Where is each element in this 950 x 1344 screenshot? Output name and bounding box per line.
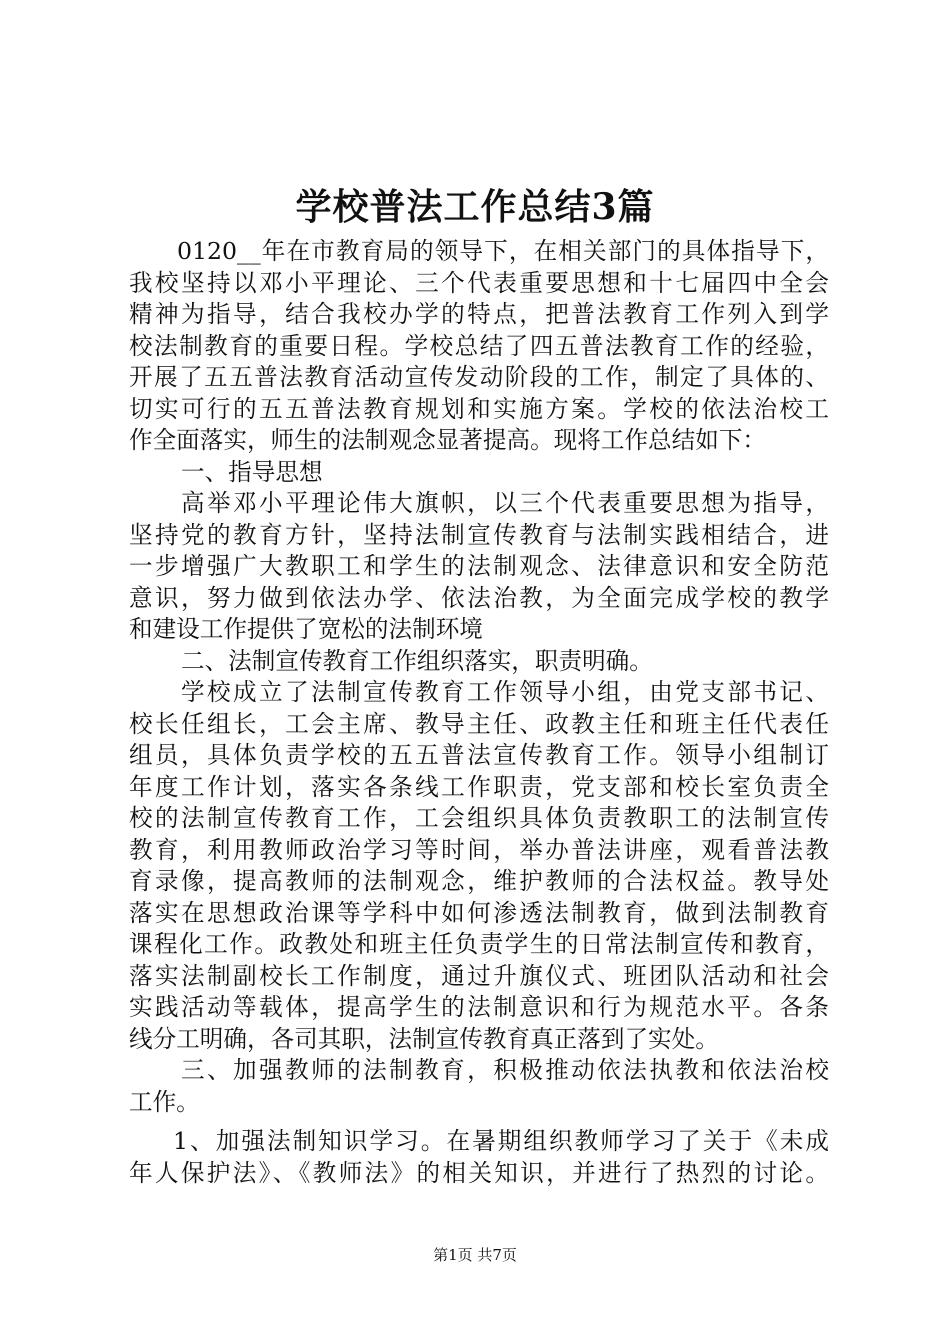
text-line: 精神为指导，结合我校办学的特点，把普法教育工作列入到学 <box>129 300 829 328</box>
text-line: 我校坚持以邓小平理论、三个代表重要思想和十七届四中全会 <box>129 268 829 297</box>
text-line: 年人保护法》、《教师法》的相关知识，并进行了热烈的讨论。 <box>129 1158 829 1187</box>
text-line: 校法制教育的重要日程。学校总结了四五普法教育工作的经验， <box>129 331 829 360</box>
text-line: 一步增强广大教职工和学生的法制观念、法律意识和安全防范 <box>129 552 829 580</box>
text-line: 坚持党的教育方针，坚持法制宣传教育与法制实践相结合，进 <box>129 520 829 549</box>
text-line: 校的法制宣传教育工作，工会组织具体负责教职工的法制宣传 <box>129 804 829 832</box>
section-heading: 一、指导思想 <box>181 457 323 486</box>
text-line: 和建设工作提供了宽松的法制环境 <box>129 615 483 643</box>
text-line: 切实可行的五五普法教育规划和实施方案。学校的依法治校工 <box>129 394 829 423</box>
text-line: 育录像，提高教师的法制观念，维护教师的合法权益。教导处 <box>129 867 829 895</box>
text-line: 意识，努力做到依法办学、依法治教，为全面完成学校的教学 <box>129 583 829 612</box>
text-line: 年度工作计划，落实各条线工作职责，党支部和校长室负责全 <box>129 772 829 801</box>
page-number: 第1页 共7页 <box>433 1246 517 1264</box>
text-line: 课程化工作。政教处和班主任负责学生的日常法制宣传和教育， <box>129 930 829 958</box>
text-line: 开展了五五普法教育活动宣传发动阶段的工作，制定了具体的、 <box>129 363 829 391</box>
document-body <box>129 236 829 1189</box>
text-line: 落实在思想政治课等学科中如何渗透法制教育，做到法制教育 <box>129 898 829 927</box>
text-line: 校长任组长，工会主席、教导主任、政教主任和班主任代表任 <box>129 709 829 738</box>
text-line: 落实法制副校长工作制度，通过升旗仪式、班团队活动和社会 <box>129 961 829 990</box>
text-line: 作全面落实，师生的法制观念显著提高。现将工作总结如下： <box>129 426 767 454</box>
text-line: 0120__年在市教育局的领导下，在相关部门的具体指导下， <box>177 237 829 265</box>
text-line: 学校成立了法制宣传教育工作领导小组，由党支部书记、 <box>181 678 829 706</box>
text-line: 高举邓小平理论伟大旗帜，以三个代表重要思想为指导， <box>181 489 829 517</box>
text-line: 1、加强法制知识学习。在暑期组织教师学习了关于《未成 <box>173 1127 829 1155</box>
section-heading-continued: 工作。 <box>129 1087 200 1116</box>
document-title: 学校普法工作总结3篇 <box>295 186 655 228</box>
section-heading: 二、法制宣传教育工作组织落实，职责明确。 <box>181 646 653 675</box>
text-line: 实践活动等载体，提高学生的法制意识和行为规范水平。各条 <box>129 993 829 1021</box>
text-line: 教育，利用教师政治学习等时间，举办普法讲座，观看普法教 <box>129 835 829 864</box>
text-line: 线分工明确，各司其职，法制宣传教育真正落到了实处。 <box>129 1024 719 1053</box>
paragraph-gap <box>129 1118 829 1126</box>
section-heading: 三、加强教师的法制教育，积极推动依法执教和依法治校 <box>181 1056 829 1084</box>
text-line: 组员，具体负责学校的五五普法宣传教育工作。领导小组制订 <box>129 741 829 769</box>
